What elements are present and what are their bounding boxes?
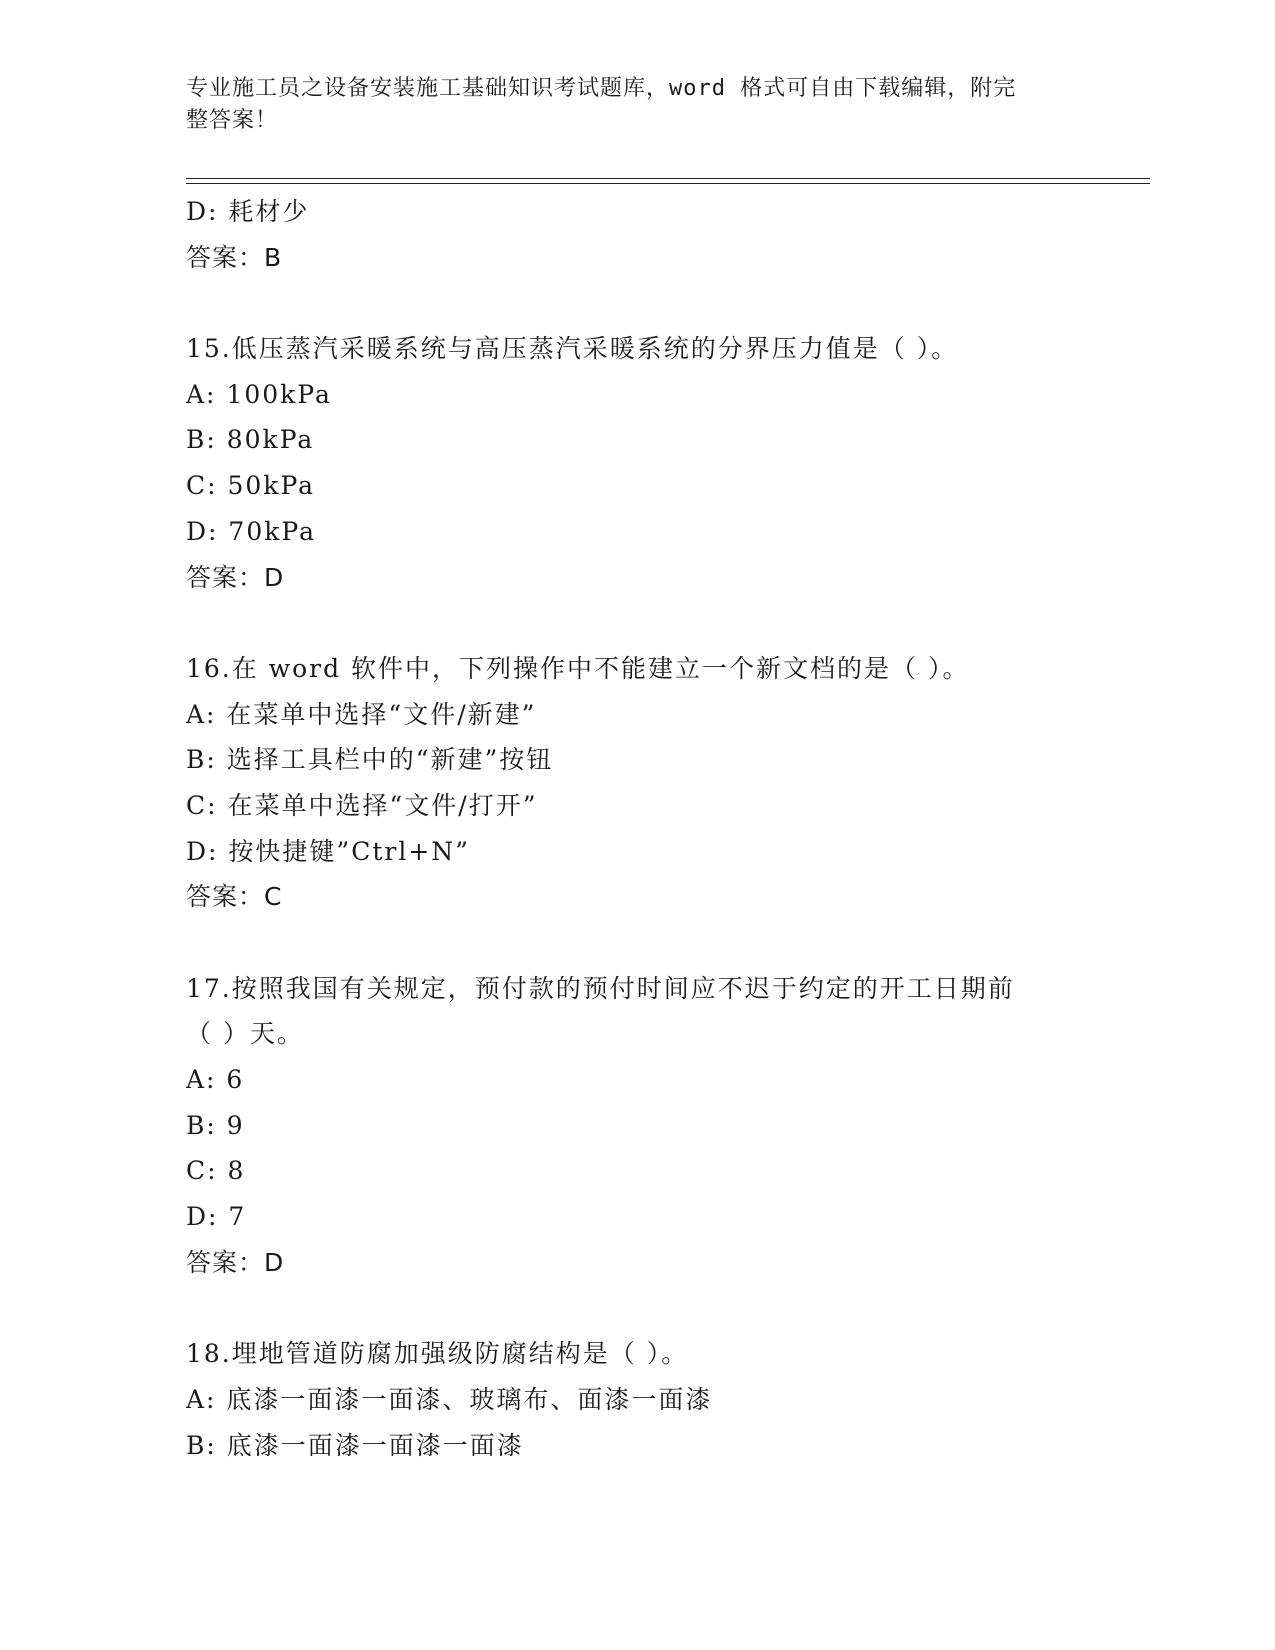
question-content: [186, 189, 1086, 1468]
q16-option-b: B: 选择工具栏中的“新建”按钮: [186, 745, 554, 775]
q16-option-a: A: 在菜单中选择“文件/新建”: [186, 699, 537, 729]
q15-stem: 15.低压蒸汽采暖系统与高压蒸汽采暖系统的分界压力值是（ ）。: [186, 334, 959, 364]
prev-option-d: D: 耗材少: [186, 197, 310, 226]
spacer: [186, 280, 1086, 326]
q15-option-c: C: 50kPa: [186, 471, 316, 501]
q16-option-d: D: 按快捷键”Ctrl+N”: [186, 836, 470, 866]
q17-answer: 答案：D: [186, 1247, 285, 1277]
header-divider-top: [186, 178, 1150, 179]
spacer: [186, 920, 1086, 966]
prev-answer: 答案：B: [186, 242, 283, 272]
q18-stem: 18.埋地管道防腐加强级防腐结构是（ ）。: [186, 1339, 689, 1369]
q17-stem-line-2: （ ）天。: [186, 1019, 304, 1049]
q18-option-b: B: 底漆一面漆一面漆一面漆: [186, 1430, 524, 1460]
q15-option-a: A: 100kPa: [186, 379, 332, 409]
q15-option-d: D: 70kPa: [186, 516, 316, 546]
q17-option-a: A: 6: [186, 1065, 245, 1095]
q16-option-c: C: 在菜单中选择“文件/打开”: [186, 790, 538, 820]
header-line-2: 整答案！: [186, 108, 279, 133]
q17-option-c: C: 8: [186, 1156, 246, 1186]
q16-answer: 答案：C: [186, 882, 283, 912]
q17-option-b: B: 9: [186, 1110, 245, 1140]
spacer: [186, 1286, 1086, 1332]
q18-option-a: A: 底漆一面漆一面漆、玻璃布、面漆一面漆: [186, 1384, 713, 1414]
q16-stem: 16.在 word 软件中，下列操作中不能建立一个新文档的是（ ）。: [186, 653, 970, 683]
document-header: [186, 73, 1066, 137]
q17-stem-line-1: 17.按照我国有关规定，预付款的预付时间应不迟于约定的开工日期前: [186, 973, 1015, 1003]
q15-option-b: B: 80kPa: [186, 425, 315, 455]
header-line-1: 专业施工员之设备安装施工基础知识考试题库，word 格式可自由下载编辑，附完: [186, 76, 1017, 101]
q15-answer: 答案：D: [186, 562, 285, 592]
q17-option-d: D: 7: [186, 1202, 247, 1232]
spacer: [186, 600, 1086, 646]
header-divider-bottom: [186, 183, 1150, 184]
